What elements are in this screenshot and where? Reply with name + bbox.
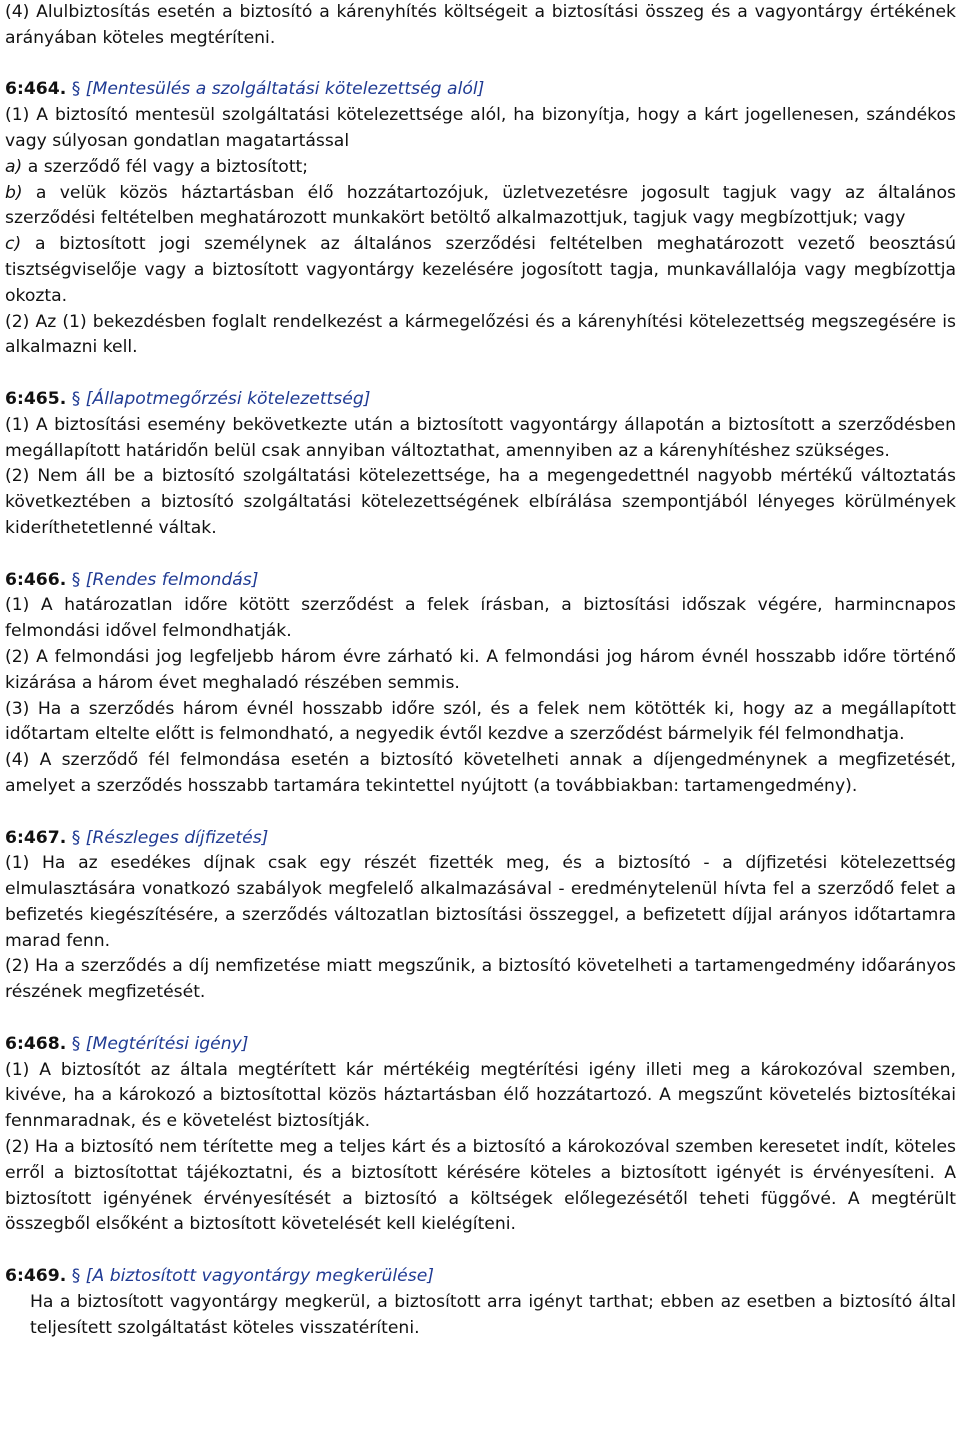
list-item [5, 155, 956, 181]
section-heading [5, 568, 956, 594]
section [5, 800, 956, 1006]
section-heading [5, 387, 956, 413]
section-number: 6:469. [5, 1266, 67, 1287]
paragraph-text: (1) A határozatlan időre kötött szerződést a felek írásban, a biztosítási időszak végére, harmincnapos felmondási idővel felmondhatják. [5, 595, 956, 642]
list-item-label: b) [5, 182, 23, 203]
paragraph-text: Ha a biztosított vagyontárgy megkerül, a biztosított arra igényt tarthat; ebben az esetben a biztosító által teljesített szolgáltatást köteles visszatéríteni. [30, 1291, 956, 1338]
list-item [5, 232, 956, 309]
paragraph [5, 1058, 956, 1135]
list-item-label: c) [5, 234, 22, 255]
section-title: [Állapotmegőrzési kötelezettség] [85, 388, 371, 409]
section-sign-icon: § [71, 79, 81, 100]
paragraph-text: (2) A felmondási jog legfeljebb három évre zárható ki. A felmondási jog három évnél hosszabb időre történő kizárása a három évet meghaladó részében semmis. [5, 646, 956, 693]
paragraph [5, 310, 956, 362]
section-spacer [5, 542, 956, 568]
paragraph [5, 1290, 956, 1342]
paragraph-text: (2) Nem áll be a biztosító szolgáltatási kötelezettsége, ha a megengedettnél nagyobb mértékű változtatás következtében a biztosító szolgáltatási kötelezettségének elbírálása szempontjából lényeges körülmények kideríthetetlenné váltak. [5, 466, 956, 538]
paragraph [5, 593, 956, 645]
section-spacer [5, 52, 956, 78]
section [5, 52, 956, 362]
section [5, 542, 956, 800]
paragraph-text: (1) A biztosítót az általa megtérített kár mértékéig megtérítési igény illeti meg a károkozóval szemben, kivéve, ha a károkozó a biztosítottal közös háztartásban élő hozzátartozó. A megszűnt követelés biztosítékai fennmaradnak, és e követelést biztosítják. [5, 1059, 956, 1132]
section-spacer [5, 1238, 956, 1264]
section-title: [A biztosított vagyontárgy megkerülése] [85, 1266, 434, 1287]
section-sign-icon: § [71, 569, 81, 590]
paragraph [5, 645, 956, 697]
section [5, 0, 956, 52]
paragraph [5, 748, 956, 800]
section-spacer [5, 361, 956, 387]
paragraph-text: (4) Alulbiztosítás esetén a biztosító a kárenyhítés költségeit a biztosítási összeg és a vagyontárgy értékének arányában köteles megtéríteni. [5, 2, 956, 48]
section-number: 6:465. [5, 388, 67, 409]
paragraph-text: (2) Ha a szerződés a díj nemfizetése miatt megszűnik, a biztosító követelheti a tartamengedmény időarányos részének megfizetését. [5, 956, 956, 1003]
section-heading [5, 1264, 956, 1290]
section-spacer [5, 800, 956, 826]
section-heading [5, 1032, 956, 1058]
paragraph-text: (2) Az (1) bekezdésben foglalt rendelkezést a kármegelőzési és a kárenyhítési kötelezettség megszegésére is alkalmazni kell. [5, 311, 956, 358]
paragraph-text: (1) A biztosító mentesül szolgáltatási kötelezettsége alól, ha bizonyítja, hogy a kárt jogellenesen, szándékos vagy súlyosan gondatlan magatartással [5, 105, 956, 151]
list-item-label: a) [5, 156, 23, 177]
paragraph-text: (4) A szerződő fél felmondása esetén a biztosító követelheti annak a díjengedménynek a megfizetését, amelyet a szerződés hosszabb tartamára tekintettel nyújtott (a továbbiakban: tartamengedmény). [5, 750, 956, 796]
document-page [5, 0, 956, 1341]
section-sign-icon: § [71, 388, 81, 409]
section-number: 6:467. [5, 827, 67, 848]
section-number: 6:468. [5, 1033, 67, 1054]
paragraph-text: (2) Ha a biztosító nem térítette meg a teljes kárt és a biztosító a károkozóval szemben keresetet indít, köteles erről a biztosítottat tájékoztatni, és a biztosított kérésére köteles a biztosított igényét is érvényesíteni. A biztosított igényének érvényesítését a biztosító a költségek előlegezésétől teheti függővé. A megtérült összegből elsőként a biztosított követelését kell kielégíteni. [5, 1137, 956, 1235]
paragraph [5, 464, 956, 541]
section [5, 1238, 956, 1341]
paragraph-text: (3) Ha a szerződés három évnél hosszabb időre szól, és a felek nem kötötték ki, hogy az a megállapított időtartam eltelte előtt is felmondható, a negyedik évtől kezdve a szerződést bármelyik fél felmondhatja. [5, 698, 956, 745]
paragraph [5, 851, 956, 954]
section-title: [Rendes felmondás] [85, 569, 259, 590]
paragraph [5, 697, 956, 749]
section [5, 1006, 956, 1238]
paragraph [5, 103, 956, 155]
section-spacer [5, 1006, 956, 1032]
section-heading [5, 826, 956, 852]
section-sign-icon: § [71, 827, 81, 848]
paragraph-text: a biztosított jogi személynek az általános szerződési feltételben meghatározott vezető beosztású tisztségviselője vagy a biztosított vagyontárgy kezelésére jogosított tagja, munkavállalója vagy megbízottja okozta. [5, 234, 956, 306]
section-number: 6:466. [5, 569, 67, 590]
section-heading [5, 77, 956, 103]
section-sign-icon: § [71, 1266, 81, 1287]
paragraph-text: (1) Ha az esedékes díjnak csak egy részét fizették meg, és a biztosító - a díjfizetési kötelezettség elmulasztására vonatkozó szabályok megfelelő alkalmazásával - eredménytelenül hívta fel a szerződő felet a befizetés kiegészítésére, a szerződés változatlan biztosítási összeggel, a befizetett díjjal arányos időtartamra marad fenn. [5, 853, 956, 951]
paragraph-text: (1) A biztosítási esemény bekövetkezte után a biztosított vagyontárgy állapotán a biztosított a szerződésben megállapított határidőn belül csak annyiban változtathat, amennyiben az a kárenyhítéshez szükséges. [5, 414, 956, 461]
paragraph-text: a velük közös háztartásban élő hozzátartozójuk, üzletvezetésre jogosult tagjuk vagy az általános szerződési feltételben meghatározott munkakört betöltő alkalmazottjuk, tagjuk vagy megbízottjuk; vagy [5, 182, 956, 229]
paragraph [5, 413, 956, 465]
list-item [5, 181, 956, 233]
section-title: [Részleges díjfizetés] [85, 827, 269, 848]
paragraph-text: a szerződő fél vagy a biztosított; [27, 156, 309, 177]
section-number: 6:464. [5, 79, 67, 100]
section [5, 361, 956, 542]
section-title: [Mentesülés a szolgáltatási kötelezettség alól] [85, 79, 485, 100]
paragraph [5, 1135, 956, 1238]
section-title: [Megtérítési igény] [85, 1033, 249, 1054]
paragraph [5, 954, 956, 1006]
paragraph [5, 0, 956, 52]
section-sign-icon: § [71, 1033, 81, 1054]
